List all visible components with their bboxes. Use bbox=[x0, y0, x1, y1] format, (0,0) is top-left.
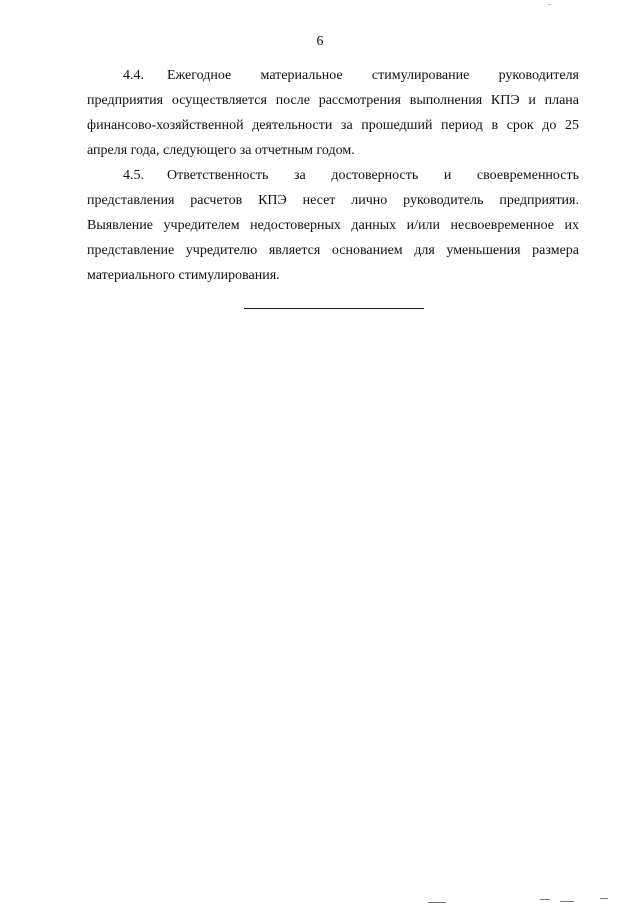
paragraph-4-4 bbox=[87, 63, 579, 163]
paragraph-line-text: Ответственность за достоверность и своевременность bbox=[167, 168, 579, 183]
scan-artifact bbox=[600, 898, 608, 899]
page-number: 6 bbox=[316, 34, 324, 49]
end-separator-line bbox=[244, 308, 424, 309]
paragraph-line: представления расчетов КПЭ несет лично руководитель предприятия. bbox=[87, 193, 579, 208]
paragraph-line: предприятия осуществляется после рассмотрения выполнения КПЭ и плана bbox=[87, 93, 579, 108]
paragraph-line: финансово-хозяйственной деятельности за прошедший период в срок до 25 bbox=[87, 118, 579, 133]
paragraph-4-5 bbox=[87, 163, 579, 288]
paragraph-line: апреля года, следующего за отчетным годом. bbox=[87, 143, 355, 158]
scan-artifact bbox=[540, 899, 550, 900]
document-body bbox=[87, 63, 579, 288]
scan-artifact bbox=[560, 901, 574, 902]
paragraph-line-text: Ежегодное материальное стимулирование руководителя bbox=[167, 68, 579, 83]
paragraph-line: представление учредителю является основанием для уменьшения размера bbox=[87, 243, 579, 258]
paragraph-line: Выявление учредителем недостоверных данных и/или несвоевременное их bbox=[87, 218, 579, 233]
scan-artifact bbox=[548, 4, 551, 5]
paragraph-line bbox=[87, 163, 579, 188]
paragraph-line bbox=[87, 63, 579, 88]
paragraph-number: 4.4. bbox=[123, 68, 144, 83]
scan-artifact bbox=[428, 902, 446, 903]
paragraph-number: 4.5. bbox=[123, 168, 144, 183]
paragraph-line: материального стимулирования. bbox=[87, 268, 280, 283]
